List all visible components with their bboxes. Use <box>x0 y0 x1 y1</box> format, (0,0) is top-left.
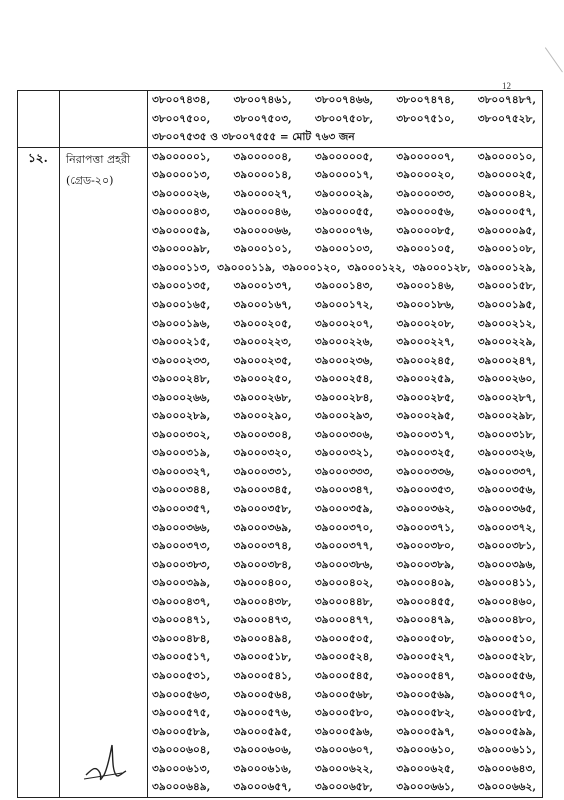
roll-number: ৩৯০০০০৫৬, <box>396 206 455 219</box>
roll-row <box>148 630 542 649</box>
roll-number: ৩৯০০০৫৬৪, <box>233 688 292 701</box>
roll-number: ৩৯০০০৫০৫, <box>314 632 374 645</box>
roll-number: ৩৯০০০৩৮৯, <box>396 558 455 571</box>
roll-number: ৩৯০০০১০৮, <box>477 243 536 256</box>
roll-number: ৩৮০০৭৪৮৭, <box>477 94 536 106</box>
roll-number: ৩৯০০০৫৩১, <box>152 669 211 682</box>
roll-number: ৩৯০০০৬২২, <box>314 762 374 775</box>
roll-row <box>148 593 542 612</box>
roll-number: ৩৯০০০৫১৮, <box>233 651 292 664</box>
roll-number: ৩৯০০০০০৫, <box>314 150 374 163</box>
roll-row <box>148 667 542 686</box>
post-grade: (গ্রেড-২০) <box>66 173 114 187</box>
roll-number: ৩৮০০৭৫০৮, <box>314 112 374 125</box>
post-name: নিরাপত্তা প্রহরী <box>66 152 131 166</box>
serial-cell <box>18 147 60 797</box>
roll-row <box>148 166 542 185</box>
roll-number: ৩৯০০০৩৫৬, <box>477 484 536 497</box>
roll-row <box>148 704 542 723</box>
roll-row <box>148 370 542 389</box>
roll-number: ৩৯০০০৩৩৩, <box>314 465 374 478</box>
roll-number: ৩৯০০০৩৬৬, <box>152 521 211 534</box>
roll-row <box>148 296 542 315</box>
roll-number: ৩৯০০০১৬৫, <box>152 299 211 312</box>
roll-number: ৩৯০০০৪৮৪, <box>152 632 211 645</box>
roll-number: ৩৯০০০২৮৫, <box>396 391 455 404</box>
roll-number: ৩৯০০০২৯৮, <box>477 410 536 423</box>
roll-number: ৩৯০০০০৪২, <box>477 187 536 200</box>
roll-number: ৩৯০০০৬১৩, <box>152 762 211 775</box>
roll-row <box>148 574 542 593</box>
roll-number: ৩৯০০০১৪৩, <box>314 280 374 293</box>
signature <box>82 735 128 785</box>
roll-row <box>148 315 542 334</box>
roll-number: ৩৯০০০১৭২, <box>314 299 374 312</box>
roll-number: ৩৯০০০৫৬৮, <box>314 688 374 701</box>
roll-row <box>148 389 542 408</box>
roll-number: ৩৯০০০৩২৬, <box>477 447 536 460</box>
page-number: 12 <box>502 81 511 91</box>
roll-number: ৩৯০০০৬২৫, <box>396 762 455 775</box>
roll-number: ৩৯০০০২৩৫, <box>233 354 292 367</box>
roll-number: ৩৯০০০৩৮০, <box>396 540 455 553</box>
roll-number: ৩৯০০০৩৫৭, <box>152 503 211 516</box>
roll-number: ৩৮০০৭৫০৩, <box>233 112 292 125</box>
roll-row <box>148 463 542 482</box>
roll-number: ৩৯০০০৪৭৩, <box>233 614 292 627</box>
roll-number: ৩৮০০৭৪৩৪, <box>152 94 211 106</box>
roll-number: ৩৯০০০৩৪৭, <box>314 484 374 497</box>
roll-row <box>148 240 542 259</box>
roll-number: ৩৯০০০১০৩, <box>314 243 374 256</box>
roll-number: ৩৯০০০৬০৪, <box>152 744 211 757</box>
roll-number: ৩৯০০০২৪৭, <box>477 354 536 367</box>
roll-number: ৩৯০০০৫৪৫, <box>314 669 374 682</box>
roll-number: ৩৯০০০২৮৪, <box>314 391 374 404</box>
roll-number: ৩৯০০০৪৩৭, <box>152 595 211 608</box>
roll-number: ৩৯০০০৫৭০, <box>477 688 536 701</box>
roll-number: ৩৮০০৭৪৭৪, <box>396 94 455 106</box>
roll-number: ৩৯০০০০৫৯, <box>152 224 211 237</box>
roll-row <box>148 259 542 278</box>
roll-list-total-line <box>148 128 542 147</box>
roll-number: ৩৯০০০৫২৪, <box>314 651 374 664</box>
roll-number: ৩৯০০০১৪৬, <box>396 280 455 293</box>
roll-row <box>148 407 542 426</box>
roll-number: ৩৯০০০২৪৮, <box>152 373 211 386</box>
roll-number: ৩৯০০০৪৫৫, <box>396 595 455 608</box>
roll-number: ৩৯০০০০০১, <box>152 150 211 163</box>
roll-number: ৩৯০০০৩১৮, <box>477 428 536 441</box>
roll-number: ৩৯০০০০৪৩, <box>152 206 211 219</box>
roll-number: ৩৯০০০০১৭, <box>314 169 374 182</box>
roll-number: ৩৯০০০৫২৭, <box>396 651 455 664</box>
roll-number: ৩৯০০০১১৯, <box>217 261 276 274</box>
roll-number: ৩৯০০০৪৩৮, <box>233 595 292 608</box>
total-text: ৩৮০০৭৫৩৫ ও ৩৮০০৭৫৫৫ = মোট ৭৬৩ জন <box>152 131 355 144</box>
roll-number: ৩৯০০০৪১১, <box>477 577 536 590</box>
roll-number: ৩৯০০০৩৬২, <box>396 503 455 516</box>
roll-number: ৩৯০০০৪০০, <box>233 577 292 590</box>
roll-number: ৩৯০০০৩৭০, <box>314 521 374 534</box>
roll-number: ৩৯০০০৬৬২, <box>477 781 536 794</box>
roll-number: ৩৯০০০৬৬১, <box>396 781 455 794</box>
roll-number: ৩৯০০০২৫৯, <box>396 373 455 386</box>
roll-number: ৩৯০০০১৫৮, <box>477 280 536 293</box>
roll-number: ৩৯০০০২০৮, <box>396 317 455 330</box>
roll-list-security-guard <box>148 148 542 797</box>
roll-number: ৩৯০০০২৮৭, <box>477 391 536 404</box>
roll-number: ৩৯০০০৩৪৫, <box>233 484 292 497</box>
roll-number: ৩৯০০০৩৯৯, <box>152 577 211 590</box>
roll-number: ৩৯০০০৩৮৪, <box>233 558 292 571</box>
roll-number: ৩৯০০০০৫৭, <box>477 206 536 219</box>
roll-row <box>148 148 542 167</box>
roll-number: ৩৯০০০৩৩৭, <box>477 465 536 478</box>
roll-number: ৩৯০০০০২৬, <box>152 187 211 200</box>
roll-row <box>148 611 542 630</box>
post-cell <box>60 91 148 148</box>
roll-number: ৩৯০০০২৪৫, <box>396 354 455 367</box>
roll-number: ৩৯০০০৫৪১, <box>233 669 292 682</box>
roll-number: ৩৯০০০৩৭৪, <box>233 540 292 553</box>
roll-number: ৩৯০০০০২৯, <box>314 187 374 200</box>
roll-number: ৩৯০০০০৯৮, <box>152 243 211 256</box>
roll-number: ৩৯০০০২০৭, <box>314 317 374 330</box>
roll-number: ৩৯০০০২৫০, <box>233 373 292 386</box>
roll-number: ৩৯০০০৪০৯, <box>396 577 455 590</box>
roll-number: ৩৯০০০৫২৮, <box>477 651 536 664</box>
table-row-security-guard <box>18 147 543 797</box>
roll-cell <box>148 147 543 797</box>
roll-number: ৩৯০০০২২৯, <box>477 336 536 349</box>
roll-number: ৩৯০০০২২৬, <box>314 336 374 349</box>
roll-row <box>148 537 542 556</box>
roll-number: ৩৯০০০৬০৬, <box>233 744 292 757</box>
roll-number: ৩৯০০০৫৮২, <box>396 707 455 720</box>
roll-number: ৩৯০০০০১৪, <box>233 169 292 182</box>
roll-number: ৩৯০০০৬৪৯, <box>152 781 211 794</box>
roll-number: ৩৯০০০৬৫৭, <box>233 781 292 794</box>
roll-number: ৩৯০০০৫৯৯, <box>477 725 536 738</box>
roll-number: ৩৯০০০৬১১, <box>477 744 536 757</box>
roll-number: ৩৯০০০১৯৫, <box>477 299 536 312</box>
roll-number: ৩৯০০০৬১০, <box>396 744 455 757</box>
roll-number: ৩৯০০০৩৬৫, <box>477 503 536 516</box>
roll-row <box>148 519 542 538</box>
serial-cell <box>18 91 60 148</box>
roll-number: ৩৯০০০৫১৭, <box>152 651 211 664</box>
roll-number: ৩৯০০০০০৭, <box>396 150 455 163</box>
roll-number: ৩৯০০০১২০, <box>282 261 341 274</box>
roll-number: ৩৯০০০২৯৫, <box>396 410 455 423</box>
roll-number: ৩৯০০০১৮৬, <box>396 299 455 312</box>
roll-row <box>148 426 542 445</box>
roll-row <box>148 185 542 204</box>
roll-number: ৩৯০০০১২২, <box>347 261 406 274</box>
roll-number: ৩৯০০০০২৭, <box>233 187 292 200</box>
roll-row <box>148 686 542 705</box>
roll-number: ৩৯০০০০৮৫, <box>396 224 455 237</box>
roll-number: ৩৯০০০২৩৩, <box>152 354 211 367</box>
roll-number: ৩৯০০০৩২৭, <box>152 465 211 478</box>
roll-row <box>148 110 542 129</box>
roll-number: ৩৯০০০৫৬৯, <box>396 688 455 701</box>
roll-number: ৩৯০০০৩৭৭, <box>314 540 374 553</box>
roll-number: ৩৯০০০৩৭১, <box>396 521 455 534</box>
roll-number: ৩৯০০০৫১০, <box>477 632 536 645</box>
roll-number: ৩৯০০০১৬৭, <box>233 299 292 312</box>
roll-number: ৩৯০০০০১০, <box>477 150 536 163</box>
roll-row <box>148 500 542 519</box>
roll-number: ৩৯০০০০৯৫, <box>477 224 536 237</box>
roll-number: ৩৯০০০৬৪৩, <box>477 762 536 775</box>
roll-number: ৩৮০০৭৫২৮, <box>477 112 536 125</box>
roll-number: ৩৯০০০১১৩, <box>152 261 211 274</box>
roll-row <box>148 444 542 463</box>
roll-number: ৩৯০০০৫৪৭, <box>396 669 455 682</box>
roll-row <box>148 556 542 575</box>
roll-number: ৩৮০০৭৪৬১, <box>233 94 292 106</box>
roll-row <box>148 760 542 779</box>
roll-number: ৩৯০০০১৯৬, <box>152 317 211 330</box>
scan-mark <box>530 47 563 82</box>
roll-number: ৩৯০০০২০৫, <box>233 317 292 330</box>
table-row-previous-post <box>18 91 543 148</box>
roll-number: ৩৯০০০৪৪৮, <box>314 595 374 608</box>
roll-number: ৩৯০০০৫৫৬, <box>477 669 536 682</box>
roll-number: ৩৮০০৭৫১০, <box>396 112 455 125</box>
post-cell <box>60 147 148 797</box>
roll-number: ৩৯০০০৫৯৭, <box>396 725 455 738</box>
roll-number: ৩৯০০০৫৯৬, <box>314 725 374 738</box>
roll-row <box>148 203 542 222</box>
roll-number: ৩৯০০০২২৩, <box>233 336 292 349</box>
roll-number: ৩৯০০০১৩৫, <box>152 280 211 293</box>
roll-number: ৩৯০০০১৩৭, <box>233 280 292 293</box>
roll-row <box>148 333 542 352</box>
roll-number: ৩৯০০০৬৫৮, <box>314 781 374 794</box>
roll-row <box>148 741 542 760</box>
roll-number: ৩৯০০০৩০২, <box>152 428 211 441</box>
roll-number: ৩৯০০০২৩৬, <box>314 354 374 367</box>
roll-number: ৩৯০০০০০৪, <box>233 150 292 163</box>
roll-number: ৩৯০০০০৩৩, <box>396 187 455 200</box>
roll-number: ৩৯০০০১০৫, <box>396 243 455 256</box>
serial-number: ১২. <box>28 150 48 165</box>
roll-number: ৩৯০০০১২৮, <box>412 261 471 274</box>
roll-row <box>148 648 542 667</box>
roll-number: ৩৯০০০১০১, <box>233 243 292 256</box>
roll-number: ৩৯০০০৩১৭, <box>396 428 455 441</box>
roll-list-previous <box>148 91 542 128</box>
roll-number: ৩৯০০০৪০২, <box>314 577 374 590</box>
roll-number: ৩৯০০০৩৮১, <box>477 540 536 553</box>
roll-number: ৩৯০০০৩০৪, <box>233 428 292 441</box>
roll-number: ৩৯০০০০২০, <box>396 169 455 182</box>
roll-row <box>148 481 542 500</box>
roll-number: ৩৯০০০৩৬৯, <box>233 521 292 534</box>
roll-number: ৩৯০০০৩৮৬, <box>314 558 374 571</box>
roll-number: ৩৯০০০৩৩১, <box>233 465 292 478</box>
roll-row <box>148 222 542 241</box>
roll-row <box>148 723 542 742</box>
roll-number: ৩৯০০০৩৫৩, <box>396 484 455 497</box>
roll-number: ৩৯০০০৩৭২, <box>477 521 536 534</box>
roll-number: ৩৯০০০২২৭, <box>396 336 455 349</box>
roll-number: ৩৯০০০২৬০, <box>477 373 536 386</box>
roll-number: ৩৯০০০৫৮৫, <box>477 707 536 720</box>
roll-number: ৩৯০০০২৬৮, <box>233 391 292 404</box>
roll-number: ৩৯০০০৩৭৩, <box>152 540 211 553</box>
roll-number: ৩৯০০০৬০৭, <box>314 744 374 757</box>
roll-number: ৩৯০০০৪৭৭, <box>314 614 374 627</box>
roll-number: ৩৯০০০৫৮৯, <box>152 725 211 738</box>
roll-number: ৩৯০০০৫৬৩, <box>152 688 211 701</box>
roll-number: ৩৯০০০৩২৫, <box>396 447 455 460</box>
roll-number: ৩৯০০০৩০৬, <box>314 428 374 441</box>
roll-number: ৩৯০০০৫০৮, <box>396 632 455 645</box>
roll-number: ৩৯০০০৩৮৩, <box>152 558 211 571</box>
roll-number: ৩৯০০০৩১৯, <box>152 447 211 460</box>
roll-number: ৩৯০০০৪৯৪, <box>233 632 292 645</box>
roll-number: ৩৯০০০৪৬০, <box>477 595 536 608</box>
roll-number: ৩৯০০০১২৯, <box>477 261 536 274</box>
roll-number: ৩৯০০০২৮৯, <box>152 410 211 423</box>
roll-number: ৩৯০০০৪৭১, <box>152 614 211 627</box>
roll-number: ৩৯০০০৩৩৬, <box>396 465 455 478</box>
roll-number: ৩৯০০০৫৭৫, <box>152 707 211 720</box>
roll-row <box>148 778 542 797</box>
roll-number: ৩৯০০০০৫৫, <box>314 206 374 219</box>
roll-number: ৩৯০০০৪৭৯, <box>396 614 455 627</box>
roll-number: ৩৯০০০২১৫, <box>152 336 211 349</box>
roll-number: ৩৯০০০৬১৬, <box>233 762 292 775</box>
roll-number: ৩৯০০০৪৮০, <box>477 614 536 627</box>
roll-row <box>148 91 542 110</box>
roll-row <box>148 277 542 296</box>
roll-number: ৩৯০০০০৭৬, <box>314 224 374 237</box>
roll-number: ৩৯০০০৩৯৬, <box>477 558 536 571</box>
roll-number: ৩৯০০০২৯৩, <box>314 410 374 423</box>
roll-row <box>148 352 542 371</box>
roll-number: ৩৯০০০৩৫৮, <box>233 503 292 516</box>
roll-number: ৩৯০০০২৯০, <box>233 410 292 423</box>
roll-number: ৩৯০০০২১২, <box>477 317 536 330</box>
roll-number: ৩৯০০০০৪৬, <box>233 206 292 219</box>
roll-cell <box>148 91 543 148</box>
roll-number: ৩৯০০০২৬৬, <box>152 391 211 404</box>
roll-number: ৩৯০০০৩৪৪, <box>152 484 211 497</box>
roll-number: ৩৯০০০২৫৪, <box>314 373 374 386</box>
roll-number: ৩৮০০৭৫০০, <box>152 112 211 125</box>
roll-number: ৩৯০০০০৬৬, <box>233 224 292 237</box>
roll-number: ৩৯০০০০২৫, <box>477 169 536 182</box>
roll-number: ৩৮০০৭৪৬৬, <box>314 94 374 106</box>
roll-number: ৩৯০০০৩৫৯, <box>314 503 374 516</box>
roll-number: ৩৯০০০৫৮০, <box>314 707 374 720</box>
roll-number-table <box>17 90 543 798</box>
roll-number: ৩৯০০০৫৯৫, <box>233 725 292 738</box>
roll-number: ৩৯০০০৫৭৬, <box>233 707 292 720</box>
roll-number: ৩৯০০০৩২১, <box>314 447 374 460</box>
roll-number: ৩৯০০০৩২০, <box>233 447 292 460</box>
roll-number: ৩৯০০০০১৩, <box>152 169 211 182</box>
